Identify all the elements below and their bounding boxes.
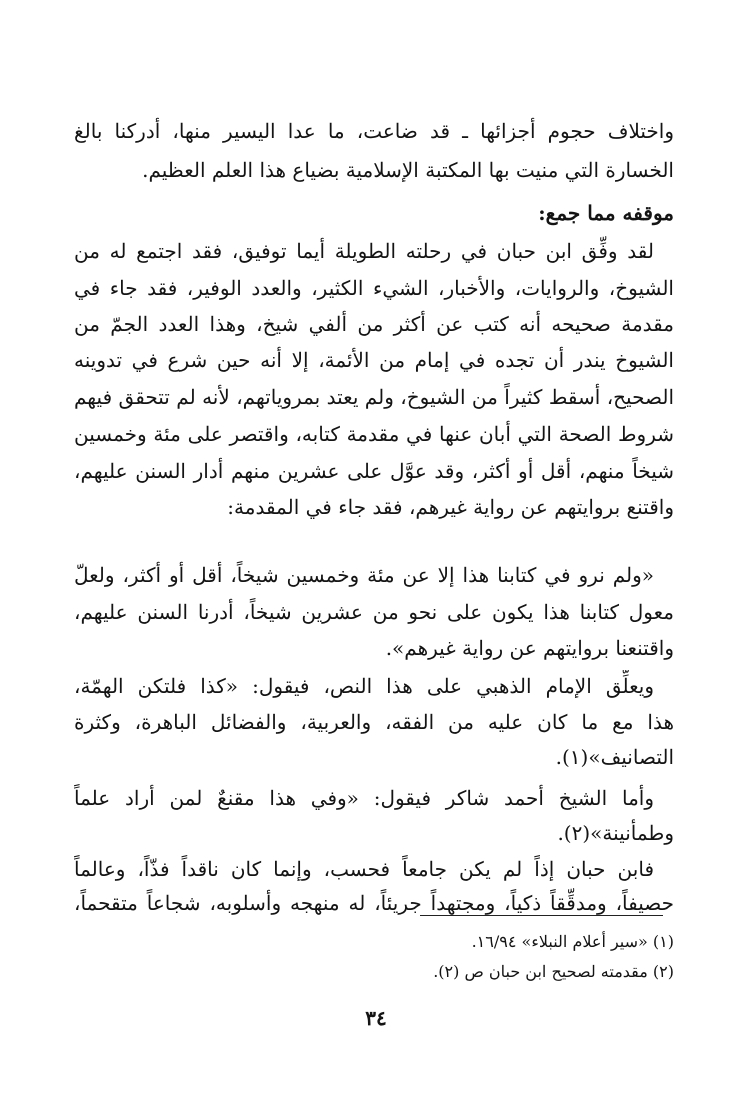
footnote-divider bbox=[420, 915, 663, 916]
section-heading: موقفه مما جمع: bbox=[538, 201, 674, 225]
footnote-1: (١) «سير أعلام النبلاء» ١٦/٩٤. bbox=[471, 932, 674, 951]
body-line-17: حصيفاً، ومدقِّقاً ذكياً، ومجتهداً جريئاً، له منهجه وأسلوبه، شجاعاً متقحماً، bbox=[74, 891, 674, 915]
body-line-12: هذا مع ما كان عليه من الفقه، والعربية، والفضائل الباهرة، وكثرة bbox=[74, 710, 674, 734]
body-line-2: الخسارة التي منيت بها المكتبة الإسلامية بضياع هذا العلم العظيم. bbox=[142, 158, 674, 182]
body-line-14: وأما الشيخ أحمد شاكر فيقول: «وفي هذا مقنعٌ لمن أراد علماً bbox=[74, 786, 654, 810]
page-number: ٣٤ bbox=[365, 1006, 387, 1030]
body-line-16: فابن حبان إذاً لم يكن جامعاً فحسب، وإنما كان ناقداً فذّاً، وعالماً bbox=[74, 857, 654, 881]
body-line-1: واختلاف حجوم أجزائها ـ قد ضاعت، ما عدا اليسير منها، أدركنا بالغ bbox=[74, 119, 674, 143]
body-line-11: ويعلِّق الإمام الذهبي على هذا النص، فيقول: «كذا فلتكن الهمّة، bbox=[74, 674, 654, 698]
body-line-7: الصحيح، أسقط كثيراً من الشيوخ، ولم يعتد بمروياتهم، لأنه لم تتحقق فيهم bbox=[74, 385, 674, 409]
body-line-8: شروط الصحة التي أبان عنها في مقدمة كتابه، واقتصر على مئة وخمسين bbox=[74, 422, 674, 446]
quote-line-3: واقتنعنا بروايتهم عن رواية غيرهم». bbox=[385, 636, 674, 660]
body-line-9: شيخاً منهم، أقل أو أكثر، وقد عوَّل على عشرين منهم أدار السنن عليهم، bbox=[74, 459, 674, 483]
quote-line-2: معول كتابنا هذا يكون على نحو من عشرين شيخاً، أدرنا السنن عليهم، bbox=[74, 600, 674, 624]
body-line-3: لقد وفِّق ابن حبان في رحلته الطويلة أيما توفيق، فقد اجتمع له من bbox=[74, 239, 654, 263]
footnote-2: (٢) مقدمته لصحيح ابن حبان ص (٢). bbox=[433, 962, 674, 981]
body-line-5: مقدمة صحيحه أنه كتب عن أكثر من ألفي شيخ، وهذا العدد الجمّ من bbox=[74, 312, 674, 336]
body-line-4: الشيوخ، والروايات، والأخبار، الشيء الكثير، والعدد الوفير، فقد جاء في bbox=[74, 276, 674, 300]
body-line-15: وطمأنينة»(٢). bbox=[557, 821, 674, 845]
quote-line-1: «ولم نرو في كتابنا هذا إلا عن مئة وخمسين شيخاً، أقل أو أكثر، ولعلّ bbox=[74, 563, 654, 587]
body-line-6: الشيوخ يندر أن تجده في إمام من الأئمة، إلا أنه حين شرع في تدوينه bbox=[74, 348, 674, 372]
body-line-10: واقتنع بروايتهم عن رواية غيرهم، فقد جاء في المقدمة: bbox=[227, 495, 674, 519]
body-line-13: التصانيف»(١). bbox=[555, 745, 674, 769]
